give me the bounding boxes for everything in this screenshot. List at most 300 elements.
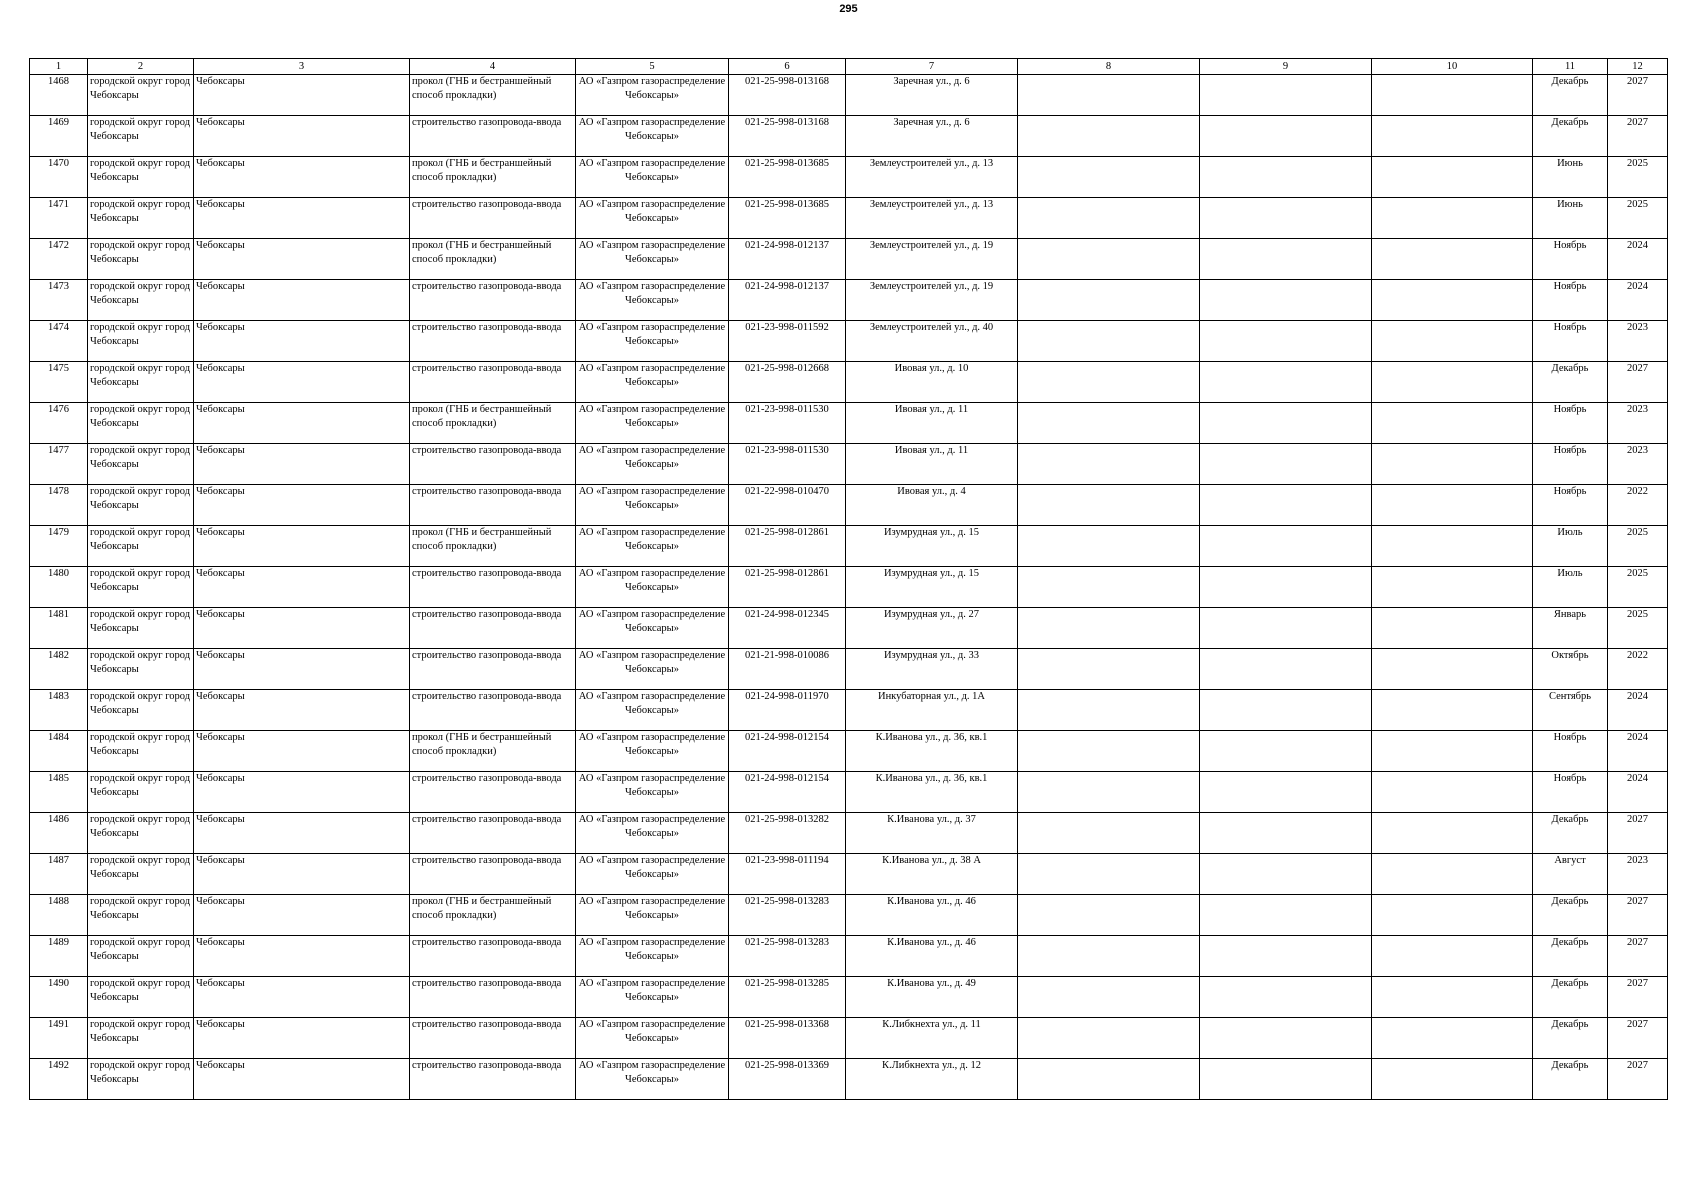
municipality-cell: городской округ город Чебоксары <box>88 321 194 362</box>
column-9-cell <box>1200 813 1372 854</box>
locality-cell: Чебоксары <box>194 280 410 321</box>
organization-cell: АО «Газпром газораспределение Чебоксары» <box>576 895 729 936</box>
table-row <box>30 772 1668 813</box>
organization-cell: АО «Газпром газораспределение Чебоксары» <box>576 772 729 813</box>
column-9-cell <box>1200 895 1372 936</box>
work-type-cell: строительство газопровода-ввода <box>410 854 576 895</box>
column-8-cell <box>1018 608 1200 649</box>
application-number-cell: 021-25-998-013282 <box>729 813 846 854</box>
year-cell: 2022 <box>1608 649 1668 690</box>
organization-cell: АО «Газпром газораспределение Чебоксары» <box>576 690 729 731</box>
year-cell: 2027 <box>1608 977 1668 1018</box>
column-9-cell <box>1200 362 1372 403</box>
table-row <box>30 690 1668 731</box>
table-row <box>30 608 1668 649</box>
application-number-cell: 021-25-998-013285 <box>729 977 846 1018</box>
locality-cell: Чебоксары <box>194 485 410 526</box>
address-cell: Заречная ул., д. 6 <box>846 75 1018 116</box>
organization-cell: АО «Газпром газораспределение Чебоксары» <box>576 936 729 977</box>
organization-cell: АО «Газпром газораспределение Чебоксары» <box>576 731 729 772</box>
work-type-cell: строительство газопровода-ввода <box>410 649 576 690</box>
year-cell: 2024 <box>1608 690 1668 731</box>
column-8-cell <box>1018 321 1200 362</box>
column-8-cell <box>1018 362 1200 403</box>
year-cell: 2025 <box>1608 526 1668 567</box>
address-cell: Ивовая ул., д. 11 <box>846 444 1018 485</box>
address-cell: Заречная ул., д. 6 <box>846 116 1018 157</box>
column-8-cell <box>1018 731 1200 772</box>
column-10-cell <box>1372 895 1533 936</box>
column-header: 12 <box>1608 59 1668 75</box>
address-cell: Изумрудная ул., д. 15 <box>846 526 1018 567</box>
address-cell: Изумрудная ул., д. 33 <box>846 649 1018 690</box>
organization-cell: АО «Газпром газораспределение Чебоксары» <box>576 280 729 321</box>
column-8-cell <box>1018 813 1200 854</box>
month-cell: Декабрь <box>1533 116 1608 157</box>
work-type-cell: прокол (ГНБ и бестраншейный способ прокладки) <box>410 239 576 280</box>
locality-cell: Чебоксары <box>194 403 410 444</box>
application-number-cell: 021-25-998-013685 <box>729 157 846 198</box>
work-type-cell: строительство газопровода-ввода <box>410 485 576 526</box>
work-type-cell: прокол (ГНБ и бестраншейный способ прокладки) <box>410 731 576 772</box>
municipality-cell: городской округ город Чебоксары <box>88 936 194 977</box>
table-row <box>30 567 1668 608</box>
locality-cell: Чебоксары <box>194 321 410 362</box>
column-8-cell <box>1018 403 1200 444</box>
column-10-cell <box>1372 239 1533 280</box>
address-cell: К.Иванова ул., д. 49 <box>846 977 1018 1018</box>
table-row <box>30 526 1668 567</box>
municipality-cell: городской округ город Чебоксары <box>88 485 194 526</box>
application-number-cell: 021-25-998-012861 <box>729 567 846 608</box>
municipality-cell: городской округ город Чебоксары <box>88 813 194 854</box>
year-cell: 2023 <box>1608 444 1668 485</box>
month-cell: Июль <box>1533 526 1608 567</box>
municipality-cell: городской округ город Чебоксары <box>88 403 194 444</box>
locality-cell: Чебоксары <box>194 854 410 895</box>
row-number-cell: 1477 <box>30 444 88 485</box>
month-cell: Декабрь <box>1533 977 1608 1018</box>
column-8-cell <box>1018 977 1200 1018</box>
column-header: 6 <box>729 59 846 75</box>
column-9-cell <box>1200 75 1372 116</box>
row-number-cell: 1484 <box>30 731 88 772</box>
row-number-cell: 1470 <box>30 157 88 198</box>
table-row <box>30 157 1668 198</box>
year-cell: 2025 <box>1608 198 1668 239</box>
column-8-cell <box>1018 280 1200 321</box>
application-number-cell: 021-25-998-013368 <box>729 1018 846 1059</box>
table-row <box>30 444 1668 485</box>
municipality-cell: городской округ город Чебоксары <box>88 444 194 485</box>
locality-cell: Чебоксары <box>194 1059 410 1100</box>
table-row <box>30 75 1668 116</box>
organization-cell: АО «Газпром газораспределение Чебоксары» <box>576 526 729 567</box>
address-cell: Землеустроителей ул., д. 19 <box>846 239 1018 280</box>
locality-cell: Чебоксары <box>194 116 410 157</box>
column-8-cell <box>1018 526 1200 567</box>
column-8-cell <box>1018 198 1200 239</box>
table-row <box>30 731 1668 772</box>
month-cell: Декабрь <box>1533 813 1608 854</box>
work-type-cell: строительство газопровода-ввода <box>410 198 576 239</box>
month-cell: Декабрь <box>1533 936 1608 977</box>
address-cell: Инкубаторная ул., д. 1А <box>846 690 1018 731</box>
municipality-cell: городской округ город Чебоксары <box>88 116 194 157</box>
year-cell: 2027 <box>1608 116 1668 157</box>
application-number-cell: 021-24-998-012154 <box>729 772 846 813</box>
column-8-cell <box>1018 485 1200 526</box>
column-9-cell <box>1200 157 1372 198</box>
locality-cell: Чебоксары <box>194 567 410 608</box>
table-row <box>30 362 1668 403</box>
column-10-cell <box>1372 854 1533 895</box>
header-row <box>30 59 1668 75</box>
application-number-cell: 021-23-998-011530 <box>729 403 846 444</box>
municipality-cell: городской округ город Чебоксары <box>88 567 194 608</box>
address-cell: К.Либкнехта ул., д. 11 <box>846 1018 1018 1059</box>
locality-cell: Чебоксары <box>194 772 410 813</box>
table-row <box>30 198 1668 239</box>
application-number-cell: 021-25-998-013283 <box>729 936 846 977</box>
column-8-cell <box>1018 649 1200 690</box>
column-10-cell <box>1372 772 1533 813</box>
work-type-cell: строительство газопровода-ввода <box>410 1059 576 1100</box>
row-number-cell: 1490 <box>30 977 88 1018</box>
locality-cell: Чебоксары <box>194 895 410 936</box>
municipality-cell: городской округ город Чебоксары <box>88 75 194 116</box>
column-9-cell <box>1200 608 1372 649</box>
column-9-cell <box>1200 198 1372 239</box>
work-type-cell: прокол (ГНБ и бестраншейный способ прокладки) <box>410 75 576 116</box>
column-8-cell <box>1018 116 1200 157</box>
column-header: 11 <box>1533 59 1608 75</box>
year-cell: 2025 <box>1608 608 1668 649</box>
locality-cell: Чебоксары <box>194 608 410 649</box>
year-cell: 2027 <box>1608 1059 1668 1100</box>
organization-cell: АО «Газпром газораспределение Чебоксары» <box>576 239 729 280</box>
work-type-cell: строительство газопровода-ввода <box>410 813 576 854</box>
address-cell: К.Иванова ул., д. 36, кв.1 <box>846 731 1018 772</box>
month-cell: Декабрь <box>1533 362 1608 403</box>
work-type-cell: строительство газопровода-ввода <box>410 321 576 362</box>
row-number-cell: 1472 <box>30 239 88 280</box>
table-row <box>30 403 1668 444</box>
work-type-cell: строительство газопровода-ввода <box>410 608 576 649</box>
municipality-cell: городской округ город Чебоксары <box>88 731 194 772</box>
column-8-cell <box>1018 444 1200 485</box>
column-header: 10 <box>1372 59 1533 75</box>
column-header: 1 <box>30 59 88 75</box>
locality-cell: Чебоксары <box>194 444 410 485</box>
municipality-cell: городской округ город Чебоксары <box>88 362 194 403</box>
locality-cell: Чебоксары <box>194 936 410 977</box>
organization-cell: АО «Газпром газораспределение Чебоксары» <box>576 649 729 690</box>
work-type-cell: прокол (ГНБ и бестраншейный способ прокладки) <box>410 526 576 567</box>
column-8-cell <box>1018 1018 1200 1059</box>
work-type-cell: строительство газопровода-ввода <box>410 977 576 1018</box>
column-10-cell <box>1372 1018 1533 1059</box>
address-cell: Землеустроителей ул., д. 19 <box>846 280 1018 321</box>
row-number-cell: 1473 <box>30 280 88 321</box>
locality-cell: Чебоксары <box>194 1018 410 1059</box>
year-cell: 2023 <box>1608 854 1668 895</box>
table-row <box>30 1018 1668 1059</box>
month-cell: Август <box>1533 854 1608 895</box>
year-cell: 2023 <box>1608 403 1668 444</box>
row-number-cell: 1486 <box>30 813 88 854</box>
row-number-cell: 1482 <box>30 649 88 690</box>
locality-cell: Чебоксары <box>194 239 410 280</box>
address-cell: Землеустроителей ул., д. 13 <box>846 157 1018 198</box>
month-cell: Ноябрь <box>1533 239 1608 280</box>
organization-cell: АО «Газпром газораспределение Чебоксары» <box>576 116 729 157</box>
year-cell: 2024 <box>1608 280 1668 321</box>
month-cell: Ноябрь <box>1533 403 1608 444</box>
year-cell: 2027 <box>1608 75 1668 116</box>
register-table <box>29 58 1668 1100</box>
organization-cell: АО «Газпром газораспределение Чебоксары» <box>576 485 729 526</box>
column-9-cell <box>1200 403 1372 444</box>
address-cell: К.Либкнехта ул., д. 12 <box>846 1059 1018 1100</box>
column-10-cell <box>1372 526 1533 567</box>
application-number-cell: 021-25-998-013685 <box>729 198 846 239</box>
column-10-cell <box>1372 280 1533 321</box>
organization-cell: АО «Газпром газораспределение Чебоксары» <box>576 198 729 239</box>
column-9-cell <box>1200 444 1372 485</box>
month-cell: Сентябрь <box>1533 690 1608 731</box>
address-cell: Ивовая ул., д. 4 <box>846 485 1018 526</box>
row-number-cell: 1487 <box>30 854 88 895</box>
column-9-cell <box>1200 977 1372 1018</box>
organization-cell: АО «Газпром газораспределение Чебоксары» <box>576 567 729 608</box>
month-cell: Ноябрь <box>1533 321 1608 362</box>
locality-cell: Чебоксары <box>194 75 410 116</box>
municipality-cell: городской округ город Чебоксары <box>88 649 194 690</box>
municipality-cell: городской округ город Чебоксары <box>88 239 194 280</box>
table-row <box>30 116 1668 157</box>
application-number-cell: 021-25-998-012861 <box>729 526 846 567</box>
column-9-cell <box>1200 1059 1372 1100</box>
column-10-cell <box>1372 567 1533 608</box>
row-number-cell: 1469 <box>30 116 88 157</box>
application-number-cell: 021-24-998-012137 <box>729 239 846 280</box>
column-8-cell <box>1018 1059 1200 1100</box>
organization-cell: АО «Газпром газораспределение Чебоксары» <box>576 157 729 198</box>
row-number-cell: 1480 <box>30 567 88 608</box>
application-number-cell: 021-23-998-011530 <box>729 444 846 485</box>
column-header: 7 <box>846 59 1018 75</box>
column-10-cell <box>1372 75 1533 116</box>
locality-cell: Чебоксары <box>194 649 410 690</box>
application-number-cell: 021-22-998-010470 <box>729 485 846 526</box>
column-8-cell <box>1018 75 1200 116</box>
column-9-cell <box>1200 526 1372 567</box>
month-cell: Январь <box>1533 608 1608 649</box>
row-number-cell: 1474 <box>30 321 88 362</box>
month-cell: Декабрь <box>1533 1059 1608 1100</box>
table-row <box>30 280 1668 321</box>
organization-cell: АО «Газпром газораспределение Чебоксары» <box>576 1059 729 1100</box>
locality-cell: Чебоксары <box>194 526 410 567</box>
month-cell: Ноябрь <box>1533 772 1608 813</box>
table-row <box>30 649 1668 690</box>
column-8-cell <box>1018 936 1200 977</box>
year-cell: 2027 <box>1608 362 1668 403</box>
column-8-cell <box>1018 157 1200 198</box>
address-cell: Ивовая ул., д. 11 <box>846 403 1018 444</box>
application-number-cell: 021-23-998-011592 <box>729 321 846 362</box>
work-type-cell: строительство газопровода-ввода <box>410 444 576 485</box>
locality-cell: Чебоксары <box>194 198 410 239</box>
month-cell: Ноябрь <box>1533 731 1608 772</box>
row-number-cell: 1489 <box>30 936 88 977</box>
organization-cell: АО «Газпром газораспределение Чебоксары» <box>576 75 729 116</box>
year-cell: 2023 <box>1608 321 1668 362</box>
work-type-cell: прокол (ГНБ и бестраншейный способ прокладки) <box>410 403 576 444</box>
year-cell: 2024 <box>1608 239 1668 280</box>
column-9-cell <box>1200 280 1372 321</box>
work-type-cell: прокол (ГНБ и бестраншейный способ прокладки) <box>410 895 576 936</box>
locality-cell: Чебоксары <box>194 362 410 403</box>
work-type-cell: строительство газопровода-ввода <box>410 362 576 403</box>
month-cell: Октябрь <box>1533 649 1608 690</box>
table-row <box>30 977 1668 1018</box>
month-cell: Декабрь <box>1533 75 1608 116</box>
organization-cell: АО «Газпром газораспределение Чебоксары» <box>576 403 729 444</box>
column-8-cell <box>1018 895 1200 936</box>
locality-cell: Чебоксары <box>194 813 410 854</box>
application-number-cell: 021-25-998-013283 <box>729 895 846 936</box>
column-9-cell <box>1200 485 1372 526</box>
column-9-cell <box>1200 731 1372 772</box>
table-row <box>30 485 1668 526</box>
column-10-cell <box>1372 321 1533 362</box>
organization-cell: АО «Газпром газораспределение Чебоксары» <box>576 362 729 403</box>
column-10-cell <box>1372 485 1533 526</box>
work-type-cell: строительство газопровода-ввода <box>410 690 576 731</box>
application-number-cell: 021-25-998-013369 <box>729 1059 846 1100</box>
municipality-cell: городской округ город Чебоксары <box>88 198 194 239</box>
locality-cell: Чебоксары <box>194 157 410 198</box>
column-9-cell <box>1200 772 1372 813</box>
column-9-cell <box>1200 116 1372 157</box>
organization-cell: АО «Газпром газораспределение Чебоксары» <box>576 444 729 485</box>
column-header: 2 <box>88 59 194 75</box>
column-10-cell <box>1372 813 1533 854</box>
year-cell: 2022 <box>1608 485 1668 526</box>
table-row <box>30 813 1668 854</box>
table-row <box>30 895 1668 936</box>
municipality-cell: городской округ город Чебоксары <box>88 526 194 567</box>
row-number-cell: 1491 <box>30 1018 88 1059</box>
table-row <box>30 1059 1668 1100</box>
column-8-cell <box>1018 772 1200 813</box>
address-cell: К.Иванова ул., д. 38 А <box>846 854 1018 895</box>
month-cell: Ноябрь <box>1533 485 1608 526</box>
municipality-cell: городской округ город Чебоксары <box>88 1059 194 1100</box>
year-cell: 2027 <box>1608 813 1668 854</box>
year-cell: 2027 <box>1608 936 1668 977</box>
column-9-cell <box>1200 1018 1372 1059</box>
column-10-cell <box>1372 690 1533 731</box>
table-row <box>30 854 1668 895</box>
municipality-cell: городской округ город Чебоксары <box>88 977 194 1018</box>
column-8-cell <box>1018 567 1200 608</box>
month-cell: Ноябрь <box>1533 444 1608 485</box>
application-number-cell: 021-21-998-010086 <box>729 649 846 690</box>
application-number-cell: 021-24-998-011970 <box>729 690 846 731</box>
column-8-cell <box>1018 239 1200 280</box>
column-10-cell <box>1372 362 1533 403</box>
column-10-cell <box>1372 403 1533 444</box>
column-10-cell <box>1372 198 1533 239</box>
locality-cell: Чебоксары <box>194 731 410 772</box>
address-cell: Ивовая ул., д. 10 <box>846 362 1018 403</box>
column-10-cell <box>1372 116 1533 157</box>
work-type-cell: прокол (ГНБ и бестраншейный способ прокладки) <box>410 157 576 198</box>
table-row <box>30 321 1668 362</box>
column-header: 3 <box>194 59 410 75</box>
column-header: 4 <box>410 59 576 75</box>
month-cell: Июнь <box>1533 157 1608 198</box>
address-cell: Изумрудная ул., д. 15 <box>846 567 1018 608</box>
row-number-cell: 1475 <box>30 362 88 403</box>
column-10-cell <box>1372 649 1533 690</box>
column-9-cell <box>1200 567 1372 608</box>
address-cell: Землеустроителей ул., д. 13 <box>846 198 1018 239</box>
work-type-cell: строительство газопровода-ввода <box>410 116 576 157</box>
column-10-cell <box>1372 936 1533 977</box>
organization-cell: АО «Газпром газораспределение Чебоксары» <box>576 854 729 895</box>
column-8-cell <box>1018 690 1200 731</box>
column-10-cell <box>1372 157 1533 198</box>
page-number: 295 <box>839 3 858 15</box>
row-number-cell: 1479 <box>30 526 88 567</box>
column-8-cell <box>1018 854 1200 895</box>
column-10-cell <box>1372 608 1533 649</box>
work-type-cell: строительство газопровода-ввода <box>410 280 576 321</box>
municipality-cell: городской округ город Чебоксары <box>88 608 194 649</box>
month-cell: Июнь <box>1533 198 1608 239</box>
application-number-cell: 021-25-998-012668 <box>729 362 846 403</box>
municipality-cell: городской округ город Чебоксары <box>88 854 194 895</box>
application-number-cell: 021-24-998-012137 <box>729 280 846 321</box>
work-type-cell: строительство газопровода-ввода <box>410 1018 576 1059</box>
column-10-cell <box>1372 977 1533 1018</box>
month-cell: Ноябрь <box>1533 280 1608 321</box>
row-number-cell: 1476 <box>30 403 88 444</box>
municipality-cell: городской округ город Чебоксары <box>88 280 194 321</box>
column-9-cell <box>1200 936 1372 977</box>
column-header: 8 <box>1018 59 1200 75</box>
address-cell: Изумрудная ул., д. 27 <box>846 608 1018 649</box>
municipality-cell: городской округ город Чебоксары <box>88 690 194 731</box>
year-cell: 2024 <box>1608 731 1668 772</box>
table-body <box>30 75 1668 1100</box>
municipality-cell: городской округ город Чебоксары <box>88 895 194 936</box>
row-number-cell: 1471 <box>30 198 88 239</box>
application-number-cell: 021-25-998-013168 <box>729 75 846 116</box>
year-cell: 2027 <box>1608 895 1668 936</box>
row-number-cell: 1485 <box>30 772 88 813</box>
application-number-cell: 021-24-998-012345 <box>729 608 846 649</box>
locality-cell: Чебоксары <box>194 977 410 1018</box>
municipality-cell: городской округ город Чебоксары <box>88 157 194 198</box>
column-9-cell <box>1200 690 1372 731</box>
column-header: 5 <box>576 59 729 75</box>
organization-cell: АО «Газпром газораспределение Чебоксары» <box>576 608 729 649</box>
